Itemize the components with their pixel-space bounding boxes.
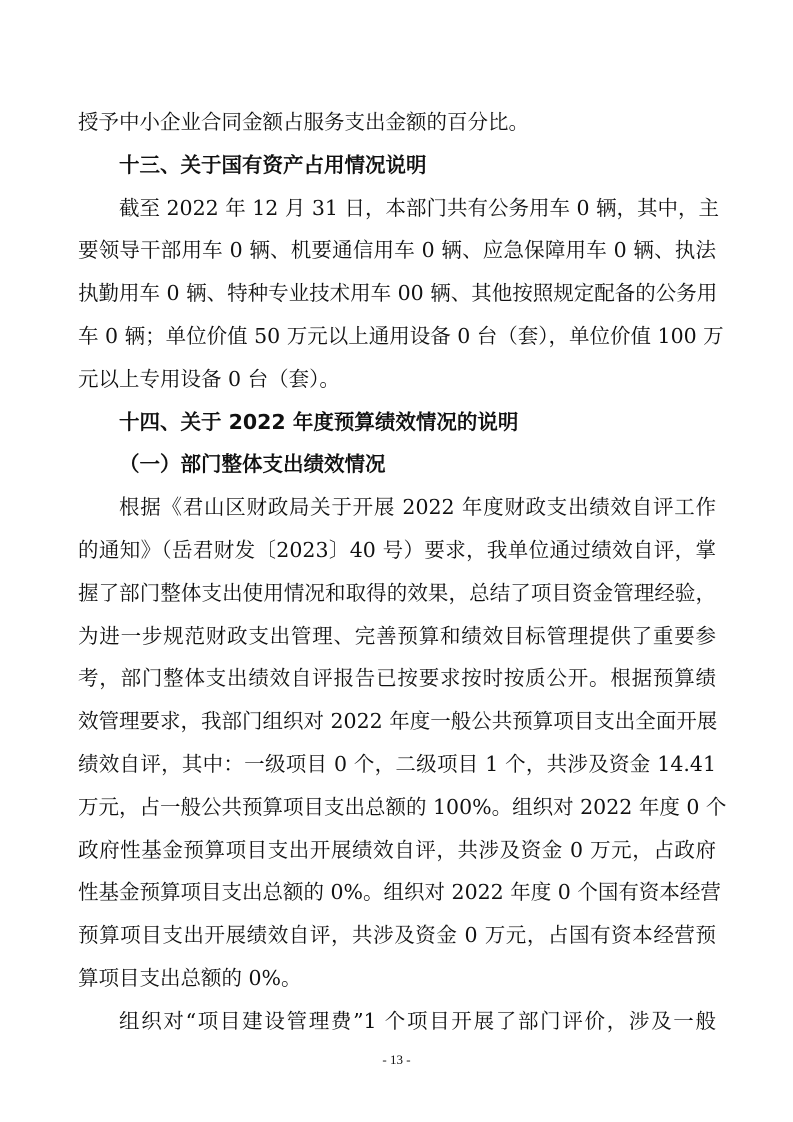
text-line: 的通知》（岳君财发〔2023〕40 号）要求，我单位通过绩效自评，掌	[78, 537, 716, 562]
section-heading: 十四、关于 2022 年度预算绩效情况的说明	[119, 409, 519, 434]
page-number: - 13 -	[382, 1052, 411, 1067]
text-line: 算项目支出总额的 0%。	[78, 965, 302, 990]
text-line: 效管理要求，我部门组织对 2022 年度一般公共预算项目支出全面开展	[78, 709, 718, 734]
text-line: 截至 2022 年 12 月 31 日，本部门共有公务用车 0 辆，其中，主	[119, 195, 720, 220]
text-line: 政府性基金预算项目支出开展绩效自评，共涉及资金 0 万元，占政府	[78, 837, 716, 862]
text-line: 车 0 辆；单位价值 50 万元以上通用设备 0 台（套），单位价值 100 万	[78, 323, 724, 348]
text-line: 万元，占一般公共预算项目支出总额的 100%。组织对 2022 年度 0 个	[78, 794, 727, 819]
text-line: 元以上专用设备 0 台（套）。	[78, 366, 340, 391]
text-line: 预算项目支出开展绩效自评，共涉及资金 0 万元，占国有资本经营预	[78, 923, 716, 948]
text-line: 要领导干部用车 0 辆、机要通信用车 0 辆、应急保障用车 0 辆、执法	[78, 238, 716, 263]
text-line: 根据《君山区财政局关于开展 2022 年度财政支出绩效自评工作	[119, 495, 716, 520]
text-line: 执勤用车 0 辆、特种专业技术用车 00 辆、其他按照规定配备的公务用	[78, 281, 718, 306]
text-line: 为进一步规范财政支出管理、完善预算和绩效目标管理提供了重要参	[78, 623, 716, 648]
text-line: 组织对“项目建设管理费”1 个项目开展了部门评价，涉及一般	[119, 1008, 716, 1033]
text-line: 握了部门整体支出使用情况和取得的效果，总结了项目资金管理经验，	[78, 580, 716, 605]
text-line: 性基金预算项目支出总额的 0%。组织对 2022 年度 0 个国有资本经营	[78, 880, 721, 905]
document-body	[78, 101, 727, 1043]
text-line: 考，部门整体支出绩效自评报告已按要求按时按质公开。根据预算绩	[78, 666, 716, 691]
text-line: 绩效自评，其中：一级项目 0 个，二级项目 1 个，共涉及资金 14.41	[78, 751, 716, 776]
text-line: 授予中小企业合同金额占服务支出金额的百分比。	[78, 110, 529, 134]
section-heading: （一）部门整体支出绩效情况	[119, 452, 386, 477]
section-heading: 十三、关于国有资产占用情况说明	[119, 152, 427, 177]
